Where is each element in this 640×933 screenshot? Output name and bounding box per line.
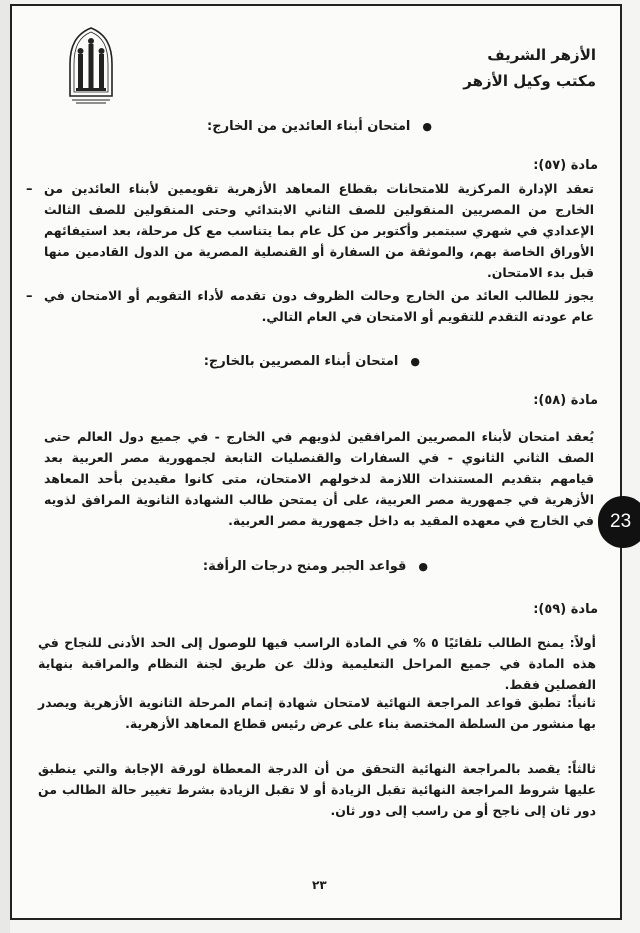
document-page [10,4,622,920]
clause-text: يمنح الطالب تلقائيًا ٥ % في المادة الراسب فيها للوصول إلى الحد الأدنى للنجاح في هذه المادة في جميع المراحل التعليمية وذلك عن طريق لجنة النظام والمراقبة بنهاية الفصلين فقط. [38,635,596,692]
header-subtitle: مكتب وكيل الأزهر [463,72,596,90]
section-heading-text: قواعد الجبر ومنح درجات الرأفة: [202,559,407,574]
article-58: مادة (٥٨): [533,393,598,408]
section-heading-text: امتحان أبناء المصريين بالخارج: [203,354,399,369]
clause-lead: أولاً: [569,635,596,650]
bullet-icon: ● [422,120,432,133]
article-59-first [38,632,596,695]
article-59: مادة (٥٩): [533,602,598,617]
page-tab: 23 [598,496,640,548]
dash-marker: – [26,182,33,197]
article-57-para-2: يجوز للطالب العائد من الخارج وحالت الظروف دون تقدمه لأداء التقويم أو الامتحان في عام عودته التقدم للتقويم أو الامتحان في العام التالي. [44,288,594,324]
scan-edge [0,0,10,933]
article-59-second [38,692,596,734]
dash-marker: – [26,289,33,304]
header-title: الأزهر الشريف [487,46,596,64]
section-heading-returnees [207,119,432,134]
bullet-icon: ● [418,560,428,573]
article-59-third [38,758,596,821]
clause-text: يقصد بالمراجعة النهائية التحقق من أن الدرجة المعطاة لورقة الإجابة والتي ينطبق عليها شروط المراجعة النهائية تقبل الزيادة أو لا تقبل الزيادة بشرط تغيير حالة الطالب من دور ثان إلى ناجح أو من راسب إلى دور ثان. [38,761,596,818]
page-number: ٢٣ [312,878,327,892]
article-58-para-1: يُعقد امتحان لأبناء المصريين المرافقين لذويهم في الخارج - في جميع دول العالم حتى الصف الثاني الثانوي - في السفارات والقنصليات التابعة لجمهورية مصر العربية بعد قيامهم بتقديم المستندات اللازمة لدخولهم الامتحان، متى كانوا مقيدين بأحد المعاهد الأزهرية في جمهورية مصر العربية، على أن يمتحن طالب الشهادة الثانوية المرافق لذويه في الخارج في معهده المقيد به داخل جمهورية مصر العربية. [44,429,594,528]
clause-lead: ثالثاً: [567,761,596,776]
clause-text: تطبق قواعد المراجعة النهائية لامتحان شهادة إتمام المرحلة الثانوية الأزهرية ويصدر بها منشور من السلطة المختصة بناء على عرض رئيس قطاع المعاهد الأزهرية. [38,695,596,731]
article-57-para-1: تعقد الإدارة المركزية للامتحانات بقطاع المعاهد الأزهرية تقويمين لأبناء العائدين من الخارج من المصريين المنقولين للصف الثاني الابتدائي وحتى المنقولين للصف الثالث الإعدادي في شهري سبتمبر وأكتوبر من كل عام بما يتناسب مع كل مرحلة، بعد استيفائهم الأوراق الخاصة بهم، والموثقة من السفارة أو القنصلية المصرية من الدول القادمين منها قبل بدء الامتحان. [44,181,594,280]
section-heading-expats [204,354,420,369]
clause-lead: ثانياً: [567,695,596,710]
al-azhar-logo [66,26,116,106]
section-heading-text: امتحان أبناء العائدين من الخارج: [207,119,411,134]
article-57: مادة (٥٧): [533,158,598,173]
section-heading-grace-marks [203,559,428,574]
bullet-icon: ● [410,355,420,368]
